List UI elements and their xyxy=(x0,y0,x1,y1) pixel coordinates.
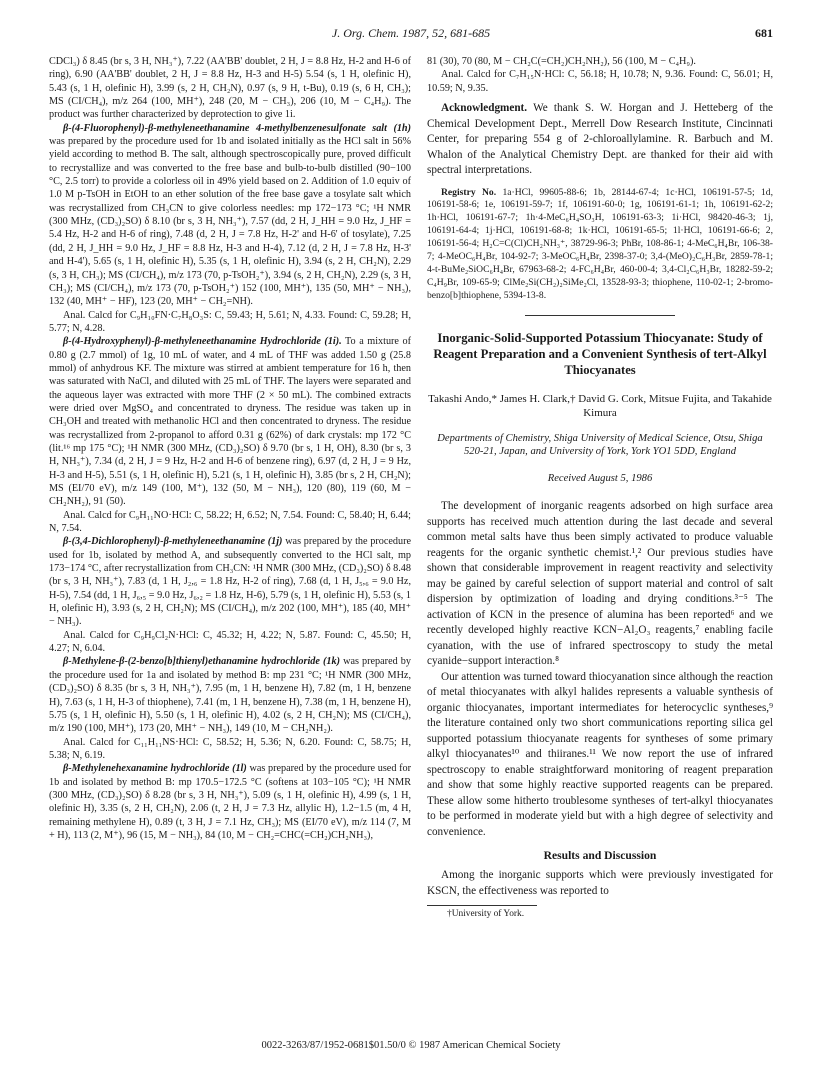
compound-heading: β-Methylenehexanamine hydrochloride (1l) xyxy=(63,763,247,775)
journal-citation: J. Org. Chem. 1987, 52, 681-685 xyxy=(331,26,491,40)
author-list: Takashi Ando,* James H. Clark,† David G. Cork, Mitsue Fujita, and Takahide Kimura xyxy=(428,392,772,419)
paragraph: CDCl₃) δ 8.45 (br s, 3 H, NH₃⁺), 7.22 (AA'BB' doublet, 2 H, J = 8.8 Hz, H-2 and H-6 of ring), 6.90 (AA'BB' doublet, 2 H, J = 8.8 Hz, H-3 and H-5) 5.54 (s, 1 H, olefinic H), 5.43 (s, 1 H, olefinic H), 3.99 (s, 2 H, CH₂N), 0.97 (s, 9 H, t-Bu), 0.19 (s, 6 H, CH₃); MS (CI/CH₄), m/z 264 (100, MH⁺), 248 (20, M − CH₃), 206 (10, M − C₄H₉). The product was further characterized by deprotection to give 1i. xyxy=(49,56,411,121)
analysis-paragraph: Anal. Calcd for C₉H₉Cl₂N·HCl: C, 45.32; H, 4.22; N, 5.87. Found: C, 45.50; H, 4.27; N, 6.04. xyxy=(49,629,411,655)
compound-text: was prepared by the procedure used for 1b and isolated initially as the HCl salt in 56% yield according to method B. The salt, although spectroscopically pure, proved difficult to recrystallize and was converted to the free base and bulb-to-bulb distilled (90−100 °C, 2.5 torr) to provide a colorless oil in 49% yield based on 2. Addition of 1.0 equiv of 1.0 M p-TsOH in EtOH to an ether solution of the free base gave a tosylate salt which was recrystallized from CH₃CN to give colorless needles: mp 172−173 °C; ¹H NMR (300 MHz, (CD₃)₂SO) δ 8.10 (br s, 3 H, NH₃⁺), 7.57 (dd, 2 H, J_HH = 9.0 Hz, J_HF = 5.4 Hz, H-2 and H-6 of ring), 7.48 (d, 2 H, J = 7.8 Hz, H-2' and H-6' of tosylate), 7.25 (dd, 2 H, J_HH = 9.0 Hz, J_HF = 8.8 Hz, H-3 and H-4), 7.12 (d, 2 H, J = 7.8 Hz, H-3' and H-4'), 5.65 (s, 1 H, olefinic H), 5.35 (s, 1 H, olefinic H), 3.94 (s, 2 H, CH₂N), 2.29 (s, 3 H, CH₃); MS (CI/CH₄), m/z 173 (70, p-TsOH₂⁺), 3.94 (s, 2 H, CH₂N), 2.29 (s, 3 H, CH₃); MS (CI/CH₄), m/z 173 (70, p-TsOH₂⁺) 152 (100, MH⁺), 135 (50, MH⁺ − NH₃), 132 (40, MH⁺ − HF), 123 (20, MH⁺ − CH₂=NH). xyxy=(49,136,411,308)
affiliation: Departments of Chemistry, Shiga University of Medical Science, Otsu, Shiga 520-21, Japan, and University of York, York YO1 5DD, England xyxy=(437,432,763,458)
compound-heading: β-(4-Fluorophenyl)-β-methyleneethanamine 4-methylbenzenesulfonate salt (1h) xyxy=(63,122,411,134)
compound-text: was prepared by the procedure used for 1b, isolated by method A, and subsequently converted to the HCl salt, mp 173−174 °C, after recrystallization from CH₃CN: ¹H NMR (300 MHz, (CD₃)₂SO) δ 8.48 (br s, 3 H, NH₃⁺), 7.83 (d, 1 H, J₂,₆ = 1.8 Hz, H-2 of ring), 7.68 (d, 1 H, J₅,₆ = 9.0 Hz, H-5), 7.54 (dd, 1 H, J₆,₅ = 9.0 Hz, J₆,₂ = 1.8 Hz, H-6), 5.79 (s, 1 H, olefinic H), 5.53 (s, 1 H, olefinic H), 3.93 (s, 2 H, CH₂N); MS (CI/CH₄), m/z 202 (100, MH⁺), 185 (40, MH⁺ − NH₃). xyxy=(49,536,411,628)
acknowledgment-text: We thank S. W. Horgan and J. Hetteberg of the Chemical Development Dept., Merrell Dow Research Institute, Cincinnati Center, for preparing 554 g of 2-chloroallylamine. R. Barbuch and M. Whalon of the Analytical Chemistry Dept. are thanked for their aid with spectral interpretations. xyxy=(427,102,773,177)
registry-text: 1a·HCl, 99605-88-6; 1b, 28144-67-4; 1c·HCl, 106191-57-5; 1d, 106191-58-6; 1e, 106191-59-7; 1f, 106191-60-0; 1g, 106191-61-1; 1h, 106191-62-2; 1h·HCl, 106191-67-7; 1h·4-MeC₆H₄SO₃H, 106191-63-3; 1i·HCl, 98420-46-3; 1j, 106191-64-4; 1j·HCl, 106191-68-8; 1k·HCl, 106191-65-5; 1l·HCl, 106191-66-6; 2, 106191-56-4; H₂C=C(Cl)CH₂NH₃⁺, 38729-96-3; PhBr, 108-86-1; 4-MeC₆H₄Br, 106-38-7; 4-MeOC₆H₄Br, 104-92-7; 3-MeOC₆H₄Br, 2398-37-0; 3,4-(MeO)₂C₆H₃Br, 2859-78-1; 4-t-BuMe₂SiOC₆H₄Br, 67963-68-2; 4-FC₆H₄Br, 460-00-4; 3,4-Cl₂C₆H₃Br, 18282-59-2; C₄H₉Br, 109-65-9; ClMe₂Si(CH₂)₂SiMe₂Cl, 13528-93-3; thiophene, 110-02-1; 2-bromo-benzo[b]thiophene, 5394-13-8. xyxy=(427,186,773,301)
compound-heading: β-Methylene-β-(2-benzo[b]thienyl)ethanamine hydrochloride (1k) xyxy=(63,656,340,668)
compound-paragraph xyxy=(49,335,411,508)
analysis-paragraph: Anal. Calcd for C₉H₁₀FN·C₇H₈O₃S: C, 59.43; H, 5.61; N, 4.33. Found: C, 59.28; H, 5.77; N, 4.28. xyxy=(49,309,411,334)
intro-paragraph: Our attention was turned toward thiocyanation since although the reaction of metal thiocyanates with alkyl halides represents a valuable synthesis of organic thiocyanates, important intermediates for heterocyclic syntheses,⁹ the literature contained only two short communications reporting silica gel supported potassium thiocyanate reagents for syntheses of some primary alkyl thiocyanates¹⁰ and thiiranes.¹¹ We now report the use of infrared spectroscopy to enable straightforward monitoring of reagent preparation and show that some highly reactive supported reagents can be prepared. These allow some hitherto troublesome syntheses of tert-alkyl thiocyanates to be performed in moderate yield but with a high degree of selectivity and convenience. xyxy=(427,670,773,838)
compound-text: To a mixture of 0.80 g (2.7 mmol) of 1g, 10 mL of water, and 4 mL of THF was added 1.50 g (25.8 mmol) of anhydrous KF. The mixture was stirred at ambient temperature for 16 h, then was saturated with NaCl, and diluted with 25 mL of THF. The layers were separated and the aqueous layer was extracted with more THF (2 × 50 mL). The combined extracts were dried over MgSO₄ and concentrated to dryness. The residue was taken up in CH₃OH and treated with methanolic HCl and then concentrated to dryness. The residue was recrystallized from 2-propanol to afford 0.31 g (62%) of dark crystals: mp 172 °C (lit.¹⁶ mp 175 °C); ¹H NMR (300 MHz, (CD₃)₂SO) δ 9.70 (br s, 1 H, OH), 8.30 (br s, 3 H, NH₃⁺), 7.34 (d, 2 H, J = 9 Hz, H-2 and H-6 of benzene ring), 6.97 (d, 2 H, J = 9 Hz, H-3 and H-5), 5.51 (s, 1 H, olefinic H), 5.21 (s, 1 H, olefinic H), 3.85 (br s, 2 H, CH₂N); MS (EI/70 eV), m/z 149 (100, M⁺), 132 (50, M − NH₃), 120 (80), 119 (60, M − CH₂NH₂), 91 (50). xyxy=(49,336,411,508)
registry-numbers xyxy=(427,187,773,303)
page-number: 681 xyxy=(755,26,773,40)
compound-paragraph xyxy=(49,535,411,628)
analysis-paragraph: Anal. Calcd for C₉H₁₁NO·HCl: C, 58.22; H, 6.52; N, 7.54. Found: C, 58.40; H, 6.44; N, 7.54. xyxy=(49,509,411,535)
compound-text: was prepared by the procedure used for 1b and isolated by method B: mp 170.5−172.5 °C (softens at 103−105 °C); ¹H NMR (300 MHz, (CD₃)₂SO) δ 8.28 (br s, 3 H, NH₃⁺), 5.09 (s, 1 H, olefinic H), 4.99 (s, 1 H, olefinic H), 3.35 (s, 2 H, CH₂N), 2.06 (t, 2 H, J = 7.3 Hz, allylic H), 1.2−1.5 (m, 4 H, remaining methylene H), 0.89 (t, 3 H, J = 7.1 Hz, CH₃); MS (EI/70 eV), m/z 114 (7, M + H), 113 (2, M⁺), 96 (15, M − NH₃), 84 (10, M − CH₂=CHC(=CH₂)CH₂NH₃), xyxy=(49,763,411,841)
footnote: †University of York. xyxy=(447,909,525,920)
analysis-paragraph: Anal. Calcd for C₇H₁₅N·HCl: C, 56.18; H, 10.78; N, 9.36. Found: C, 56.01; H, 10.59; N, 9.35. xyxy=(427,69,773,94)
running-header xyxy=(49,26,773,44)
compound-paragraph xyxy=(49,762,411,842)
results-paragraph: Among the inorganic supports which were previously investigated for KSCN, the effectiveness was reported to xyxy=(427,869,773,897)
article-divider xyxy=(525,315,675,316)
compound-paragraph xyxy=(49,655,411,735)
received-date: Received August 5, 1986 xyxy=(547,472,653,484)
compound-heading: β-(3,4-Dichlorophenyl)-β-methyleneethanamine (1j) xyxy=(63,536,283,548)
left-column xyxy=(49,55,411,842)
right-column xyxy=(427,55,773,920)
footnote-divider xyxy=(427,905,537,906)
article-title: Inorganic-Solid-Supported Potassium Thiocyanate: Study of Reagent Preparation and a Convenient Synthesis of tert-Alkyl Thiocyanates xyxy=(433,330,767,377)
paragraph: 81 (30), 70 (80, M − CH₂C(=CH₂)CH₂NH₂), 56 (100, M − C₄H₉). xyxy=(427,56,696,67)
analysis-paragraph: Anal. Calcd for C₁₁H₁₁NS·HCl: C, 58.52; H, 5.36; N, 6.20. Found: C, 58.75; H, 5.38; N, 6.19. xyxy=(49,736,411,761)
section-heading: Results and Discussion xyxy=(543,849,657,863)
intro-paragraph: The development of inorganic reagents adsorbed on high surface area supports has received much attention during the last decade and several common metal salts have thus been simply activated to produce valuable reagents for the organic synthetic chemist.¹,² Our previous studies have shown that considerable improvement in reagent reactivity and selectivity may be gained by careful selection of support material and control of salt dispersion by optimization of loading and drying conditions.³⁻⁵ The activation of KCN in the presence of alumina has been reported⁶ and we recently developed highly reactive KCN−Al₂O₃ reagents,⁷ enabling facile cyanation, with the use of infrared spectroscopy to study the metal cyanide−support interaction.⁸ xyxy=(427,500,773,668)
acknowledgment-heading: Acknowledgment. xyxy=(441,102,528,115)
compound-heading: β-(4-Hydroxyphenyl)-β-methyleneethanamine Hydrochloride (1i). xyxy=(63,336,342,348)
registry-heading: Registry No. xyxy=(441,186,497,198)
compound-text: was prepared by the procedure used for 1a and isolated by method B: mp 231 °C; ¹H NMR (300 MHz, (CD₃)₂SO) δ 8.35 (br s, 3 H, NH₃⁺), 7.95 (m, 1 H, benzene H), 7.82 (m, 1 H, benzene H), 7.63 (s, 1 H, H-3 of thiophene), 7.41 (m, 1 H, benzene H), 7.38 (m, 1 H, benzene H), 5.75 (s, 1 H, olefinic H), 5.50 (s, 1 H, olefinic H), 4.02 (s, 2 H, CH₂N); MS (CI/CH₄), m/z 190 (100, MH⁺), 173 (20, MH⁺ − NH₃), 149 (10, M − CH₂NH₂). xyxy=(49,656,411,735)
page-footer: 0022-3263/87/1952-0681$01.50/0 © 1987 American Chemical Society xyxy=(261,1040,561,1051)
compound-paragraph xyxy=(49,122,411,309)
acknowledgment xyxy=(427,101,773,179)
